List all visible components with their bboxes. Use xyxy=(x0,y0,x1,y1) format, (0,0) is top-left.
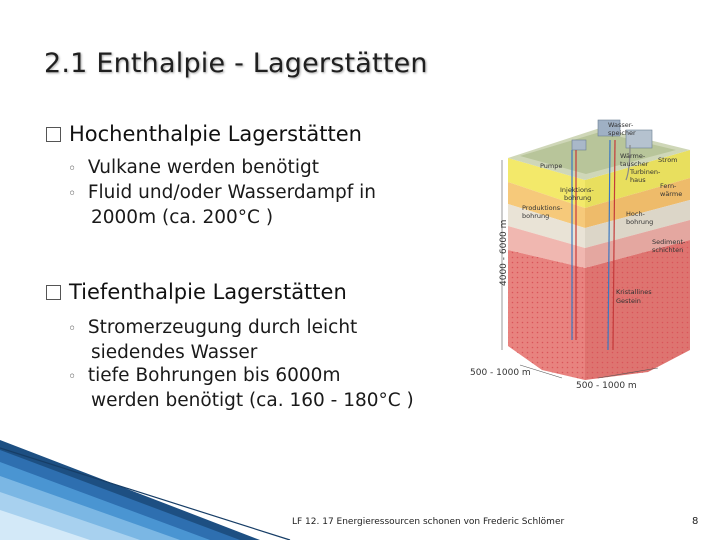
label-hochbohrung-2: bohrung xyxy=(626,218,654,226)
label-waermetauscher: Wärme- xyxy=(620,152,646,160)
label-strom: Strom xyxy=(658,156,678,164)
label-wasserspeicher: Wasser- xyxy=(608,121,634,129)
bullet-item: ◦ Vulkane werden benötigt xyxy=(68,156,376,181)
label-width-right: 500 - 1000 m xyxy=(576,381,637,391)
label-produktionsbohrung: Produktions- xyxy=(522,204,563,212)
bullet-item: ◦ tiefe Bohrungen bis 6000m xyxy=(68,364,414,389)
section-heading-text: Hochenthalpie Lagerstätten xyxy=(69,122,362,146)
bullet-continuation: 2000m (ca. 200°C ) xyxy=(91,207,274,228)
bullet-continuation: werden benötigt (ca. 160 - 180°C ) xyxy=(91,390,414,411)
label-width-left: 500 - 1000 m xyxy=(470,368,531,378)
page-number: 8 xyxy=(692,516,699,527)
earth-layers xyxy=(508,128,690,380)
bullet-item: ◦ Stromerzeugung durch leicht xyxy=(68,316,414,341)
label-turbinenhaus: Turbinen- xyxy=(630,168,661,176)
bullet-item: ◦ Fluid und/oder Wasserdampf in xyxy=(68,181,376,206)
checkbox-bullet-icon xyxy=(46,285,61,300)
label-depth: 4000 - 6000 m xyxy=(499,219,509,286)
label-kristallines-gestein-2: Gestein xyxy=(616,297,641,305)
label-injektionsbohrung-2: bohrung xyxy=(564,194,592,202)
section-heading-hochenthalpie xyxy=(46,122,362,146)
slide-title: 2.1 Enthalpie - Lagerstätten xyxy=(44,48,428,79)
checkbox-bullet-icon xyxy=(46,127,61,142)
geothermal-diagram xyxy=(470,110,705,400)
label-fernwaerme-2: wärme xyxy=(660,190,683,198)
circle-bullet-icon: ◦ xyxy=(68,186,77,202)
label-wasserspeicher-2: speicher xyxy=(608,129,636,137)
section-heading-text: Tiefenthalpie Lagerstätten xyxy=(69,280,347,304)
circle-bullet-icon: ◦ xyxy=(68,161,77,177)
label-hochbohrung: Hoch- xyxy=(626,210,645,218)
section-heading-tiefenthalpie xyxy=(46,280,347,304)
label-pumpe: Pumpe xyxy=(540,162,563,170)
bullet-list-hochenthalpie xyxy=(68,156,376,229)
label-kristallines-gestein: Kristallines xyxy=(616,288,652,296)
label-fernwaerme: Fern- xyxy=(660,182,677,190)
label-injektionsbohrung: Injektions- xyxy=(560,186,594,194)
label-waermetauscher-2: tauscher xyxy=(620,160,649,168)
bullet-continuation: siedendes Wasser xyxy=(91,342,258,363)
circle-bullet-icon: ◦ xyxy=(68,321,77,337)
bullet-list-tiefenthalpie xyxy=(68,316,414,412)
circle-bullet-icon: ◦ xyxy=(68,369,77,385)
label-produktionsbohrung-2: bohrung xyxy=(522,212,550,220)
label-turbinenhaus-2: haus xyxy=(630,176,646,184)
label-sedimentschichten-2: schichten xyxy=(652,246,684,254)
label-sedimentschichten: Sediment- xyxy=(652,238,686,246)
footer-text: LF 12. 17 Energieressourcen schonen von Frederic Schlömer xyxy=(292,517,565,527)
